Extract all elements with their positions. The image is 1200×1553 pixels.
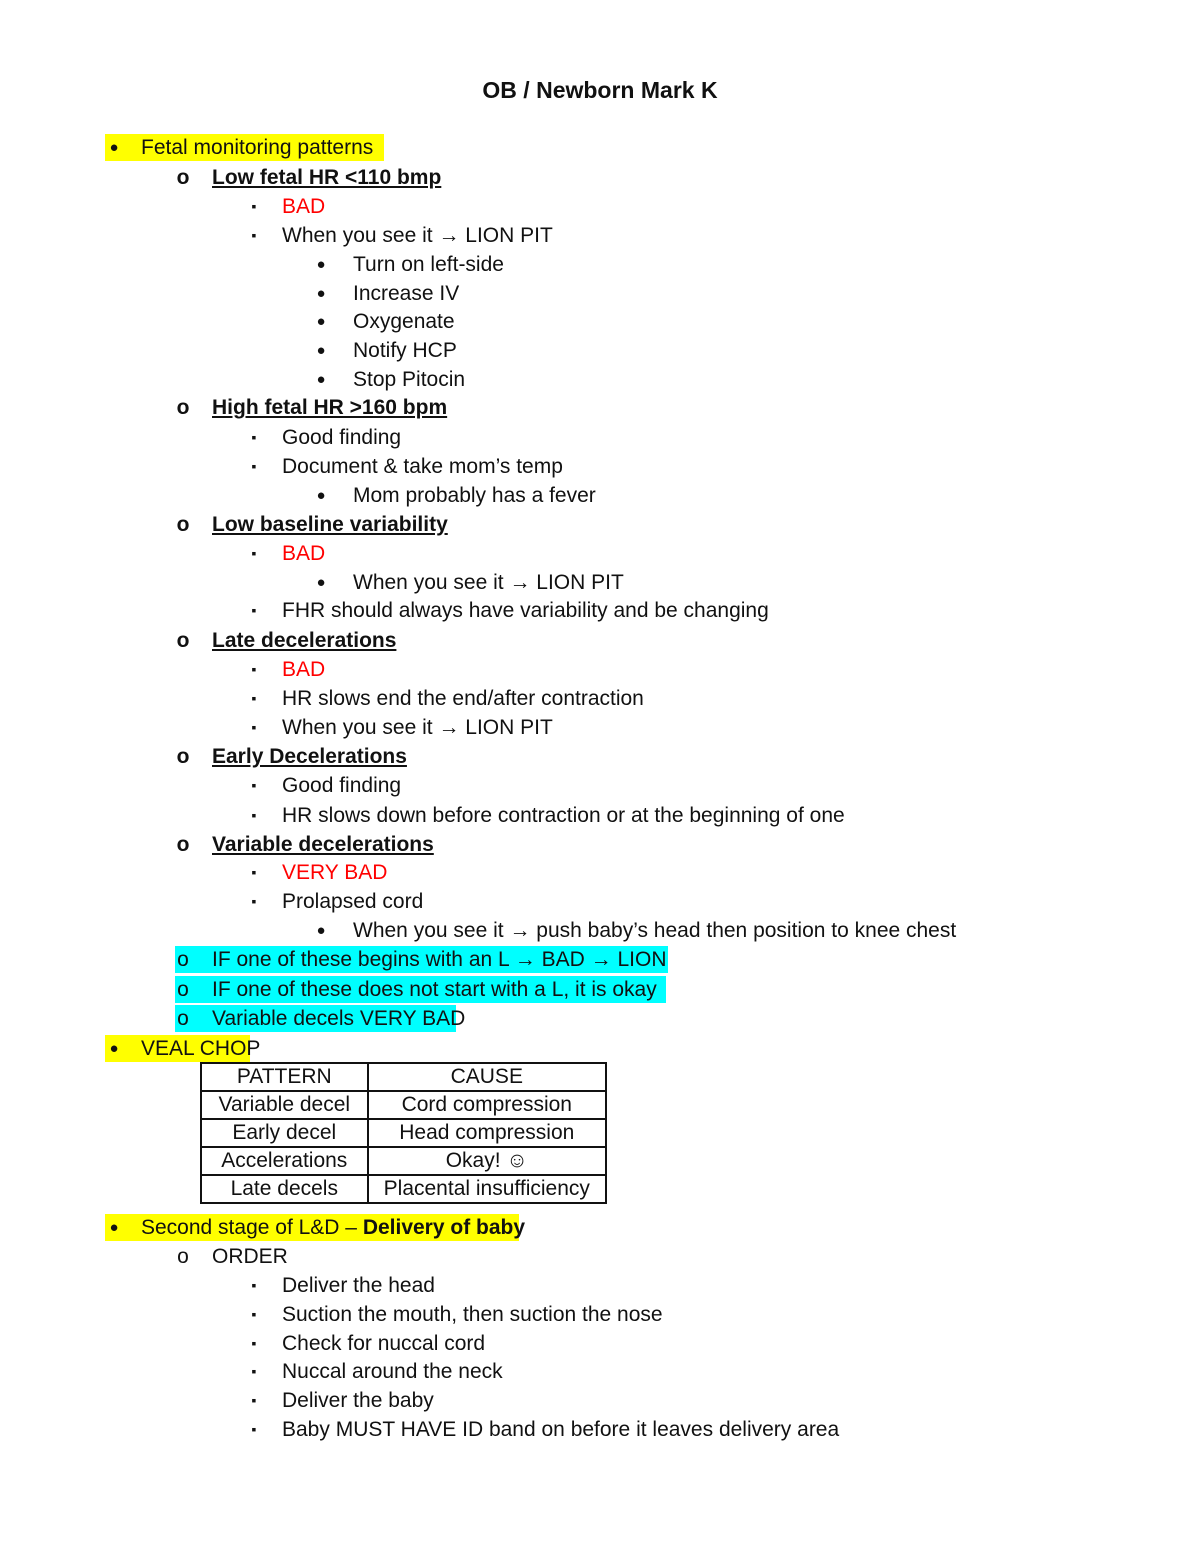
square-bullet-icon: ▪ (251, 1392, 257, 1408)
square-bullet-icon: ▪ (251, 690, 257, 706)
square-bullet-icon: ▪ (251, 1421, 257, 1437)
square-bullet-icon: ▪ (251, 227, 257, 243)
circle-bullet-icon: o (176, 166, 190, 189)
bullet-icon: ● (109, 1040, 119, 1057)
arrow-right-icon: → (509, 919, 531, 942)
square-bullet-icon: ▪ (251, 1335, 257, 1351)
circle-bullet-icon: o (177, 1007, 189, 1030)
circle-bullet-icon: o (176, 629, 190, 652)
table-cell: Variable decel (201, 1091, 368, 1119)
arrow-right-icon: → (514, 948, 536, 971)
table-row (201, 1119, 606, 1147)
circle-bullet-icon: o (176, 513, 190, 536)
circle-bullet-icon: o (176, 745, 190, 768)
circle-bullet-icon: o (177, 1245, 189, 1268)
square-bullet-icon: ▪ (251, 719, 257, 735)
document-page: OB / Newborn Mark K ● Fetal monitoring patterns o Low fetal HR <110 bmp ▪ BAD ▪ When you see it → LION PIT ● Turn on left-side ● Increase IV ● Oxygenate ● Notify HCP ● Stop Pitocin o High fetal HR >160 bpm ▪ Good finding ▪ Document & take mom’s temp ● Mom probably has a fever o Low baseline variability ▪ BAD ● When you see it → LION PIT ▪ FHR should always have variability and be changing o Late decelerations ▪ BAD ▪ HR slows end the end/after contraction ▪ When you see it → LION PIT o Early Decelerations ▪ Good finding ▪ HR slows down before contraction or at the beginning of one o Variable decelerations ▪ VERY BAD ▪ Prolapsed cord ● When you see it → push baby’s head then position to knee chest o IF one of these begins with an L → BAD → LION o IF one of these does not start with a L, it is okay o Variable decels VERY BAD ● VEAL CHOP PATTERN CAUSE Variable decel Cord compression Early decel Head compression Accelerations Okay! ☺ Late decels Placental insufficiency ● Second stage of L&D – Delivery of baby o ORDER ▪ Deliver the head ▪ Suction the mouth, then suction the nose ▪ Check for nuccal cord ▪ Nuccal around the neck ▪ Deliver the baby ▪ Baby MUST HAVE ID band on before it leaves delivery area (0, 0, 1200, 1553)
square-bullet-icon: ▪ (251, 1277, 257, 1293)
square-bullet-icon: ▪ (251, 777, 257, 793)
circle-bullet-icon: o (176, 833, 190, 856)
page-title: OB / Newborn Mark K (482, 77, 718, 103)
square-bullet-icon: ▪ (251, 545, 257, 561)
table-cell: Placental insufficiency (368, 1175, 606, 1203)
table-row (201, 1147, 606, 1175)
bullet-icon: ● (316, 285, 326, 302)
table-cell: Cord compression (368, 1091, 606, 1119)
square-bullet-icon: ▪ (251, 661, 257, 677)
square-bullet-icon: ▪ (251, 1363, 257, 1379)
square-bullet-icon: ▪ (251, 1306, 257, 1322)
table-header-row (201, 1063, 606, 1091)
bullet-icon: ● (316, 342, 326, 359)
table-cell: Okay! ☺ (368, 1147, 606, 1175)
table-cell: Late decels (201, 1175, 368, 1203)
square-bullet-icon: ▪ (251, 602, 257, 618)
bullet-icon: ● (316, 574, 326, 591)
bullet-icon: ● (316, 256, 326, 273)
bullet-icon: ● (316, 313, 326, 330)
bullet-icon: ● (316, 487, 326, 504)
square-bullet-icon: ▪ (251, 864, 257, 880)
circle-bullet-icon: o (176, 396, 190, 419)
arrow-right-icon: → (509, 571, 531, 594)
bullet-icon: ● (316, 922, 326, 939)
square-bullet-icon: ▪ (251, 458, 257, 474)
table-cell: Early decel (201, 1119, 368, 1147)
arrow-right-icon: → (590, 948, 612, 971)
table-row (201, 1091, 606, 1119)
bullet-icon: ● (109, 1219, 119, 1236)
square-bullet-icon: ▪ (251, 198, 257, 214)
table-cell: Head compression (368, 1119, 606, 1147)
square-bullet-icon: ▪ (251, 429, 257, 445)
column-header-pattern: PATTERN (201, 1063, 368, 1091)
table-cell: Accelerations (201, 1147, 368, 1175)
veal-chop-table (200, 1062, 607, 1204)
circle-bullet-icon: o (177, 948, 189, 971)
square-bullet-icon: ▪ (251, 807, 257, 823)
bullet-icon: ● (109, 139, 119, 156)
square-bullet-icon: ▪ (251, 893, 257, 909)
arrow-right-icon: → (438, 716, 460, 739)
table-row (201, 1175, 606, 1203)
arrow-right-icon: → (438, 224, 460, 247)
circle-bullet-icon: o (177, 978, 189, 1001)
column-header-cause: CAUSE (368, 1063, 606, 1091)
bullet-icon: ● (316, 371, 326, 388)
